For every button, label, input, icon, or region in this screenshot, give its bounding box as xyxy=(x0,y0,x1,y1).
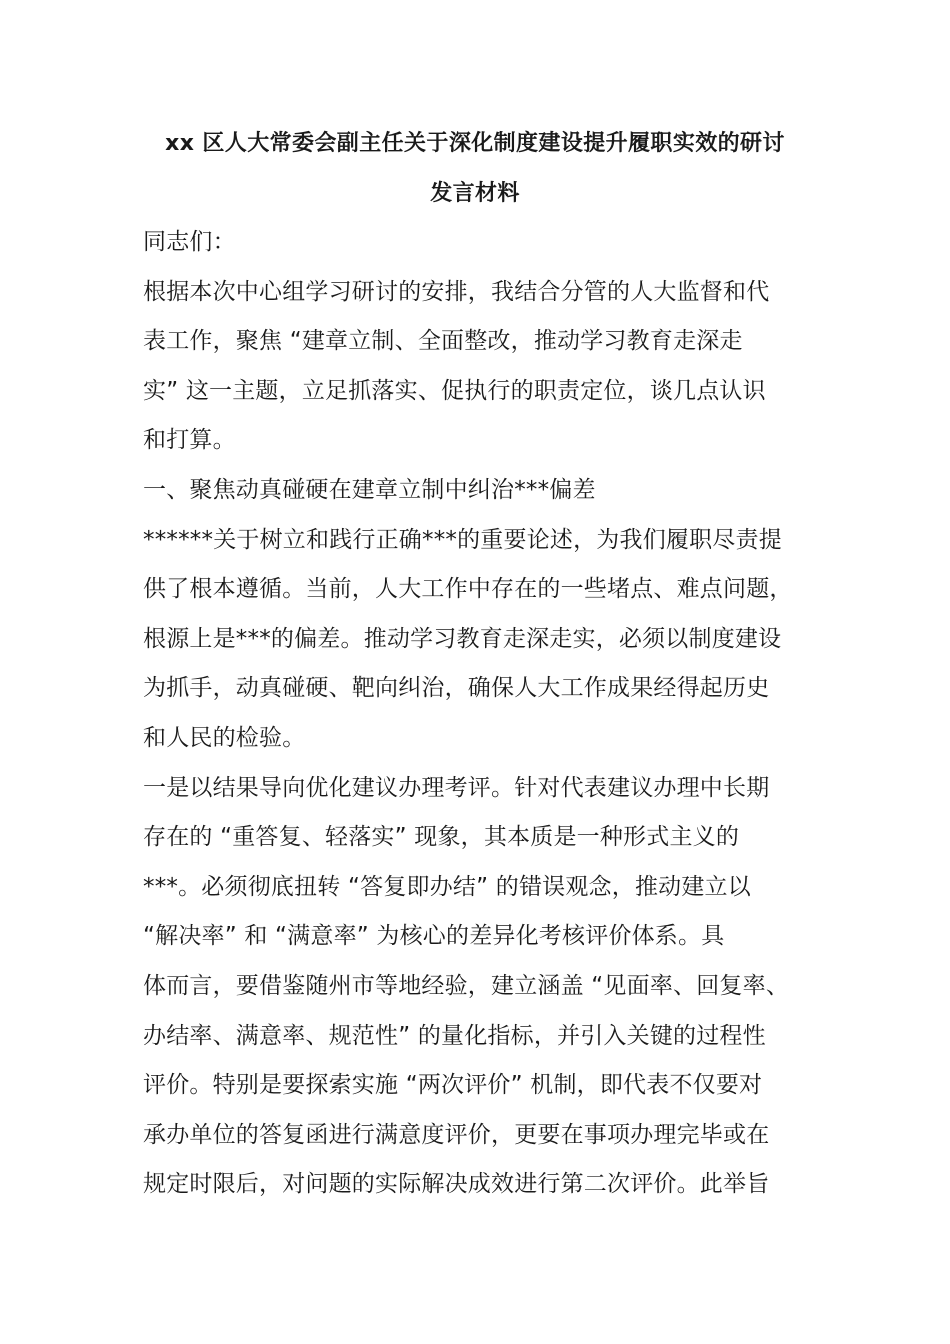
body-line: 承办单位的答复函进行满意度评价，更要在事项办理完毕或在 xyxy=(143,1122,770,1148)
body-line: 一是以结果导向优化建议办理考评。针对代表建议办理中长期 xyxy=(143,775,770,801)
body-line: 体而言，要借鉴随州市等地经验，建立涵盖 “见面率、回复率、 xyxy=(143,973,790,999)
body-line: 表工作，聚焦 “建章立制、全面整改，推动学习教育走深走 xyxy=(143,328,743,354)
body-line: 为抓手，动真碰硬、靶向纠治，确保人大工作成果经得起历史 xyxy=(143,675,770,701)
body-line: 规定时限后，对问题的实际解决成效进行第二次评价。此举旨 xyxy=(143,1171,770,1197)
body-line: 供了根本遵循。当前，人大工作中存在的一些堵点、难点问题， xyxy=(143,576,793,602)
body-line: 办结率、满意率、规范性” 的量化指标，并引入关键的过程性 xyxy=(143,1023,766,1049)
body-line: 和打算。 xyxy=(143,427,236,453)
body-line: ******关于树立和践行正确***的重要论述，为我们履职尽责提 xyxy=(143,527,782,553)
document-title-line-2: 发言材料 xyxy=(430,181,520,206)
salutation: 同志们： xyxy=(143,229,236,255)
document-title-line-1: xx 区人大常委会副主任关于深化制度建设提升履职实效的研讨 xyxy=(165,131,785,156)
body-line: 根源上是***的偏差。推动学习教育走深走实，必须以制度建设 xyxy=(143,626,782,652)
body-line: 和人民的检验。 xyxy=(143,725,306,751)
body-line: 存在的 “重答复、轻落实” 现象，其本质是一种形式主义的 xyxy=(143,824,740,850)
body-line: 根据本次中心组学习研讨的安排，我结合分管的人大监督和代 xyxy=(143,279,770,305)
body-line: 评价。特别是要探索实施 “两次评价” 机制，即代表不仅要对 xyxy=(143,1072,763,1098)
body-line: 实” 这一主题，立足抓落实、促执行的职责定位，谈几点认识 xyxy=(143,378,766,404)
section-heading: 一、聚焦动真碰硬在建章立制中纠治***偏差 xyxy=(143,477,596,503)
body-line: “解决率” 和 “满意率” 为核心的差异化考核评价体系。具 xyxy=(143,923,725,949)
body-line: ***。必须彻底扭转 “答复即办结” 的错误观念，推动建立以 xyxy=(143,874,751,900)
